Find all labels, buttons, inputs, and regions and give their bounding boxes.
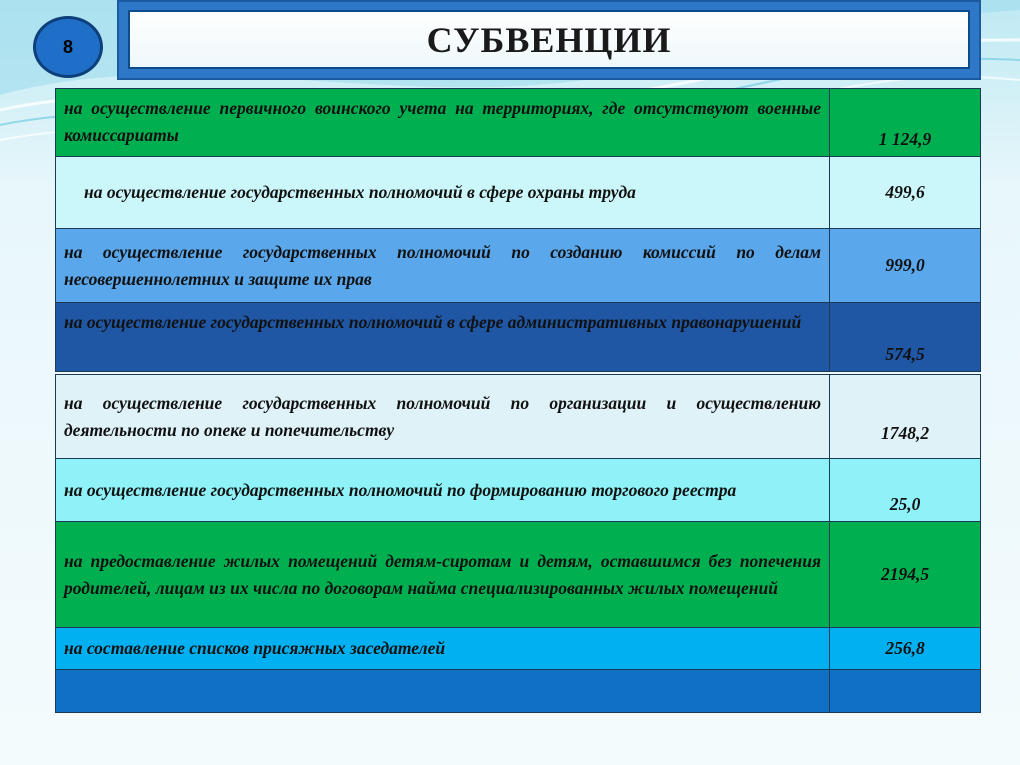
row-description: на осуществление государственных полномочий по созданию комиссий по делам несовершеннолетних и защите их прав — [56, 229, 830, 302]
page-title: СУБВЕНЦИИ — [426, 19, 672, 60]
row-value: 1748,2 — [880, 423, 930, 443]
row-description: на осуществление государственных полномочий в сфере охраны труда — [56, 157, 830, 228]
title-inner-box — [128, 10, 970, 69]
row-value — [830, 670, 980, 712]
row-description: на составление списков присяжных заседателей — [56, 628, 830, 669]
row-description — [56, 670, 830, 712]
subventions-table-continued — [55, 374, 981, 713]
table-row — [56, 157, 980, 229]
table-row — [56, 628, 980, 670]
table-row — [56, 303, 980, 371]
row-value: 999,0 — [885, 255, 925, 275]
row-value: 574,5 — [885, 344, 925, 364]
row-value: 256,8 — [885, 638, 925, 658]
row-value: 499,6 — [885, 182, 925, 202]
title-banner — [117, 0, 981, 80]
row-value: 1 124,9 — [878, 129, 932, 149]
table-row — [56, 522, 980, 628]
row-description: на осуществление государственных полномочий в сфере административных правонарушений — [56, 303, 830, 371]
slide-number: 8 — [62, 36, 73, 57]
slide-number-badge — [33, 16, 103, 78]
row-description: на осуществление государственных полномочий по организации и осуществлению деятельности по опеке и попечительству — [56, 375, 830, 458]
row-value: 2194,5 — [880, 564, 930, 584]
row-value: 25,0 — [889, 494, 921, 514]
table-row — [56, 670, 980, 712]
table-row — [56, 459, 980, 522]
table-row — [56, 229, 980, 303]
subventions-table — [55, 88, 981, 372]
row-description: на осуществление государственных полномочий по формированию торгового реестра — [56, 459, 830, 521]
row-description: на осуществление первичного воинского учета на территориях, где отсутствуют военные комиссариаты — [56, 89, 830, 156]
table-row — [56, 89, 980, 157]
row-description: на предоставление жилых помещений детям-сиротам и детям, оставшимся без попечения родителей, лицам из их числа по договорам найма специализированных жилых помещений — [56, 522, 830, 627]
table-row — [56, 375, 980, 459]
